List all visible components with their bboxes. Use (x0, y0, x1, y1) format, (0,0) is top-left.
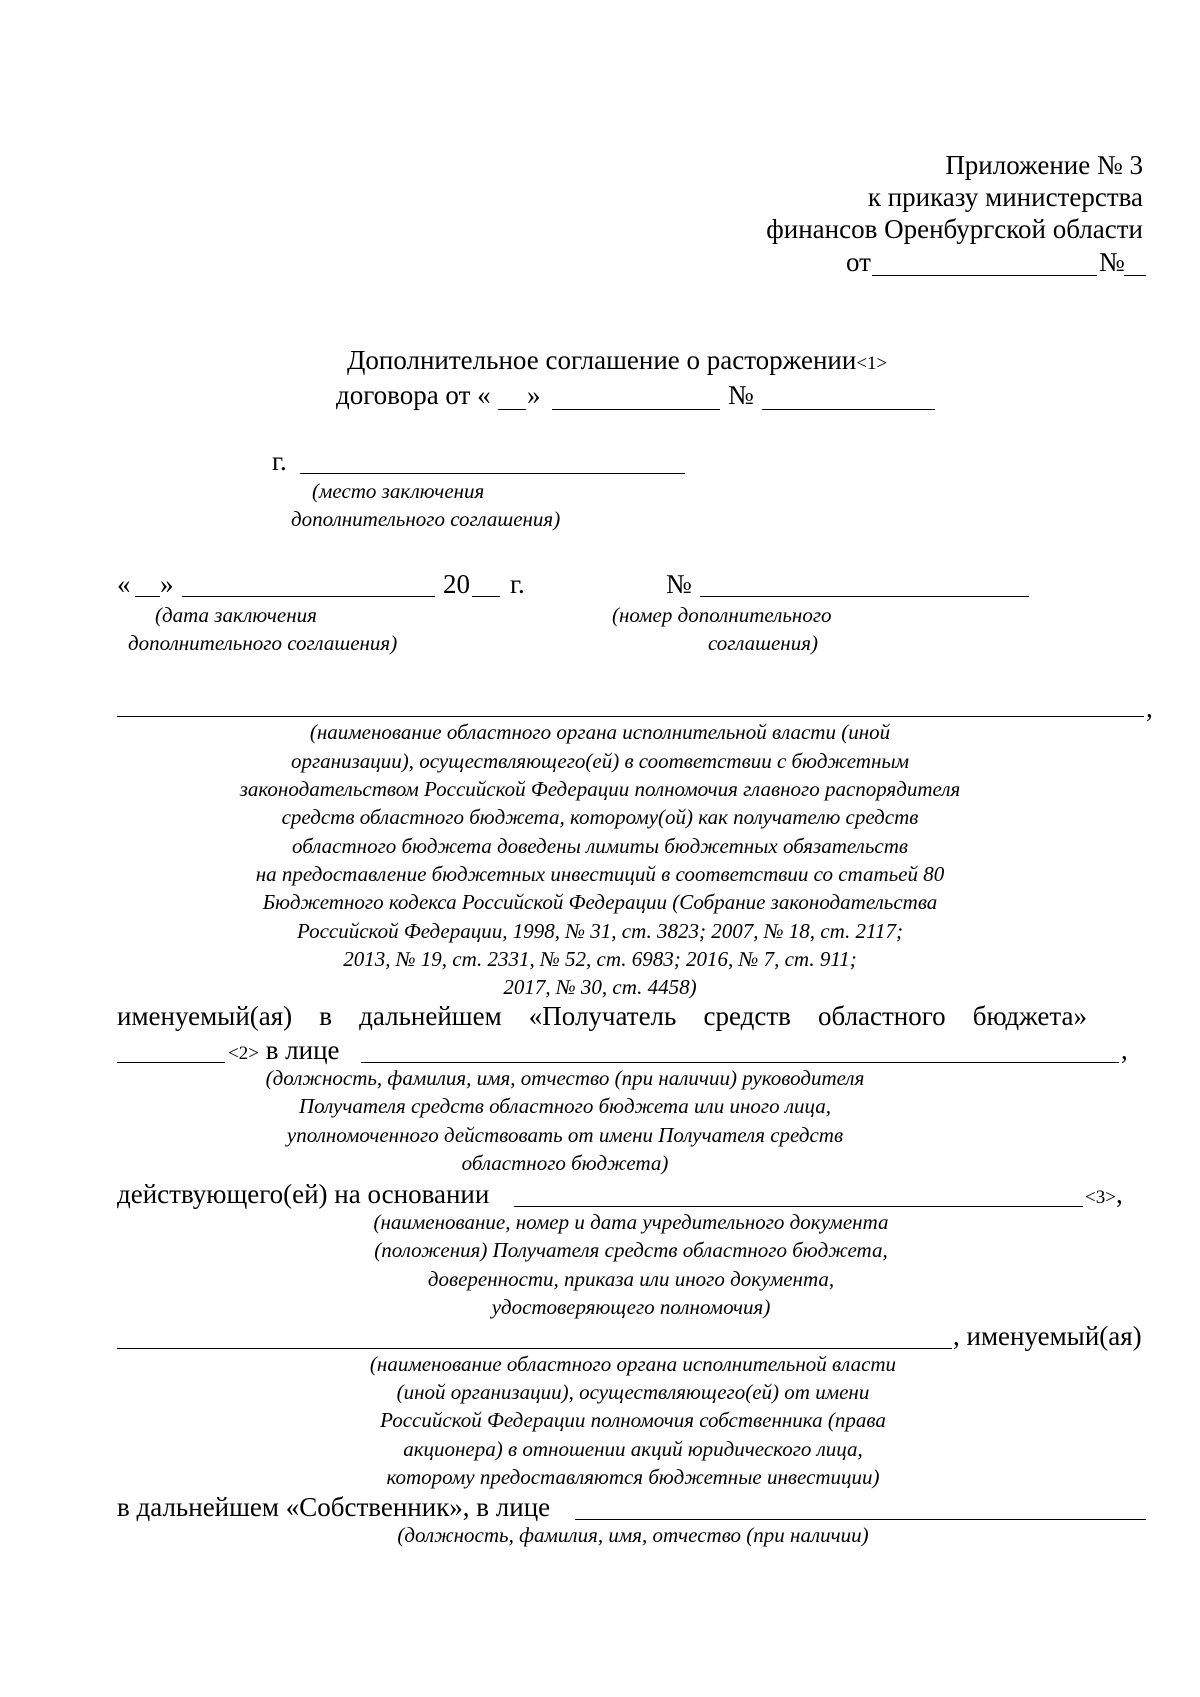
basis-note-3: доверенности, приказа или иного документа, (427, 1267, 835, 1291)
word: бюджета» (972, 1001, 1087, 1031)
organ-note-10: 2017, № 30, ст. 4458) (503, 975, 697, 999)
date-year-suffix: г. (510, 569, 525, 599)
owner-named-suffix: , именуемый(ая) (953, 1321, 1142, 1351)
recipient-note-2: Получателя средств областного бюджета или иного лица, (298, 1094, 831, 1118)
recipient-note-3: уполномоченного действовать от имени Получателя средств (286, 1123, 844, 1147)
appendix-ministry: финансов Оренбургской области (766, 214, 1143, 244)
organ-note-6: на предоставление бюджетных инвестиций в соответствии со статьей 80 (255, 862, 945, 886)
place-line (300, 473, 685, 474)
word: дальнейшем (359, 1001, 502, 1031)
owner-name-line (117, 1348, 952, 1349)
footnote-ref-3: <3> (1085, 1187, 1116, 1208)
organ-note-9: 2013, № 19, ст. 2331, № 52, ст. 6983; 2016, № 7, ст. 911; (343, 947, 857, 971)
appendix-date-line (872, 275, 1097, 276)
contract-num-line (762, 409, 935, 410)
place-prefix: г. (272, 446, 287, 476)
appendix-from-label: от (846, 247, 871, 277)
basis-line (514, 1206, 1083, 1207)
date-note-2: дополнительного соглашения) (128, 631, 398, 655)
basis-comma: , (1115, 1179, 1123, 1209)
doc-title-text: Дополнительное соглашение о расторжении (347, 345, 857, 375)
organ-note-5: областного бюджета доведены лимиты бюджетных обязательств (292, 834, 908, 858)
contract-num-label: № (728, 380, 754, 410)
owner-head-line (575, 1519, 1146, 1520)
owner-note-5: которому предоставляются бюджетные инвестиции) (386, 1465, 880, 1489)
recipient-named-line (117, 1001, 1087, 1032)
word: областного (818, 1001, 946, 1031)
agreement-num-line (700, 596, 1029, 597)
appendix-title: Приложение № 3 (945, 150, 1143, 180)
agreement-num-label: № (666, 569, 692, 599)
appendix-num-line (1124, 275, 1146, 276)
recipient-comma: , (1121, 1035, 1128, 1065)
place-note-2: дополнительного соглашения) (291, 507, 561, 531)
appendix-num-label: № (1099, 247, 1125, 277)
contract-date-prefix: договора от « (336, 380, 491, 410)
organ-note-8: Российской Федерации, 1998, № 31, ст. 3823; 2007, № 18, ст. 2117; (297, 919, 903, 943)
date-day-line (135, 596, 160, 597)
basis-note-2: (положения) Получателя средств областного бюджета, (374, 1238, 888, 1262)
organ-note-1: (наименование областного органа исполнительной власти (иной (309, 720, 891, 744)
owner-final-note: (должность, фамилия, имя, отчество (при наличии) (397, 1523, 869, 1547)
organ-comma: , (1146, 693, 1153, 723)
organ-note-4: средств областного бюджета, которому(ой) как получателю средств (281, 805, 919, 829)
recipient-prefix-line (117, 1062, 225, 1063)
organ-name-line (117, 716, 1144, 717)
contract-quote-close: » (527, 380, 541, 410)
recipient-head-line (361, 1062, 1119, 1063)
recipient-note-4: областного бюджета) (461, 1151, 669, 1175)
word: «Получатель (528, 1001, 677, 1031)
appendix-order: к приказу министерства (867, 182, 1143, 212)
owner-further-prefix: в дальнейшем «Собственник», в лице (117, 1492, 551, 1522)
num-note-2: соглашения) (708, 631, 818, 655)
owner-note-3: Российской Федерации полномочия собственника (права (380, 1408, 886, 1432)
date-month-line (182, 596, 435, 597)
organ-note-3: законодательством Российской Федерации полномочия главного распорядителя (239, 777, 961, 801)
date-note-1: (дата заключения (155, 603, 317, 627)
date-quote-close: » (160, 569, 174, 599)
word: в (319, 1001, 333, 1031)
basis-note-4: удостоверяющего полномочия) (491, 1295, 771, 1319)
contract-day-line (498, 409, 526, 410)
word: именуемый(ая) (117, 1001, 293, 1031)
num-note-1: (номер дополнительного (612, 603, 832, 627)
contract-month-line (552, 409, 720, 410)
owner-note-2: (иной организации), осуществляющего(ей) от имени (396, 1380, 870, 1404)
footnote-ref-2: <2> (228, 1043, 259, 1064)
owner-note-4: акционера) в отношении акций юридического лица, (403, 1437, 863, 1461)
doc-title (347, 345, 887, 379)
date-quote-open: « (117, 569, 131, 599)
basis-prefix: действующего(ей) на основании (117, 1179, 490, 1209)
owner-note-1: (наименование областного органа исполнительной власти (369, 1352, 897, 1376)
place-note-1: (место заключения (312, 479, 485, 503)
recipient-note-1: (должность, фамилия, имя, отчество (при наличии) руководителя (265, 1066, 865, 1090)
organ-note-2: организации), осуществляющего(ей) в соответствии с бюджетным (290, 749, 910, 773)
date-year-line (472, 596, 500, 597)
date-year-prefix: 20 (443, 569, 470, 599)
organ-note-7: Бюджетного кодекса Российской Федерации (Собрание законодательства (262, 890, 938, 914)
in-person-label: в лице (265, 1035, 340, 1065)
basis-note-1: (наименование, номер и дата учредительного документа (373, 1210, 889, 1234)
word: средств (703, 1001, 791, 1031)
footnote-ref-1: <1> (856, 353, 888, 374)
